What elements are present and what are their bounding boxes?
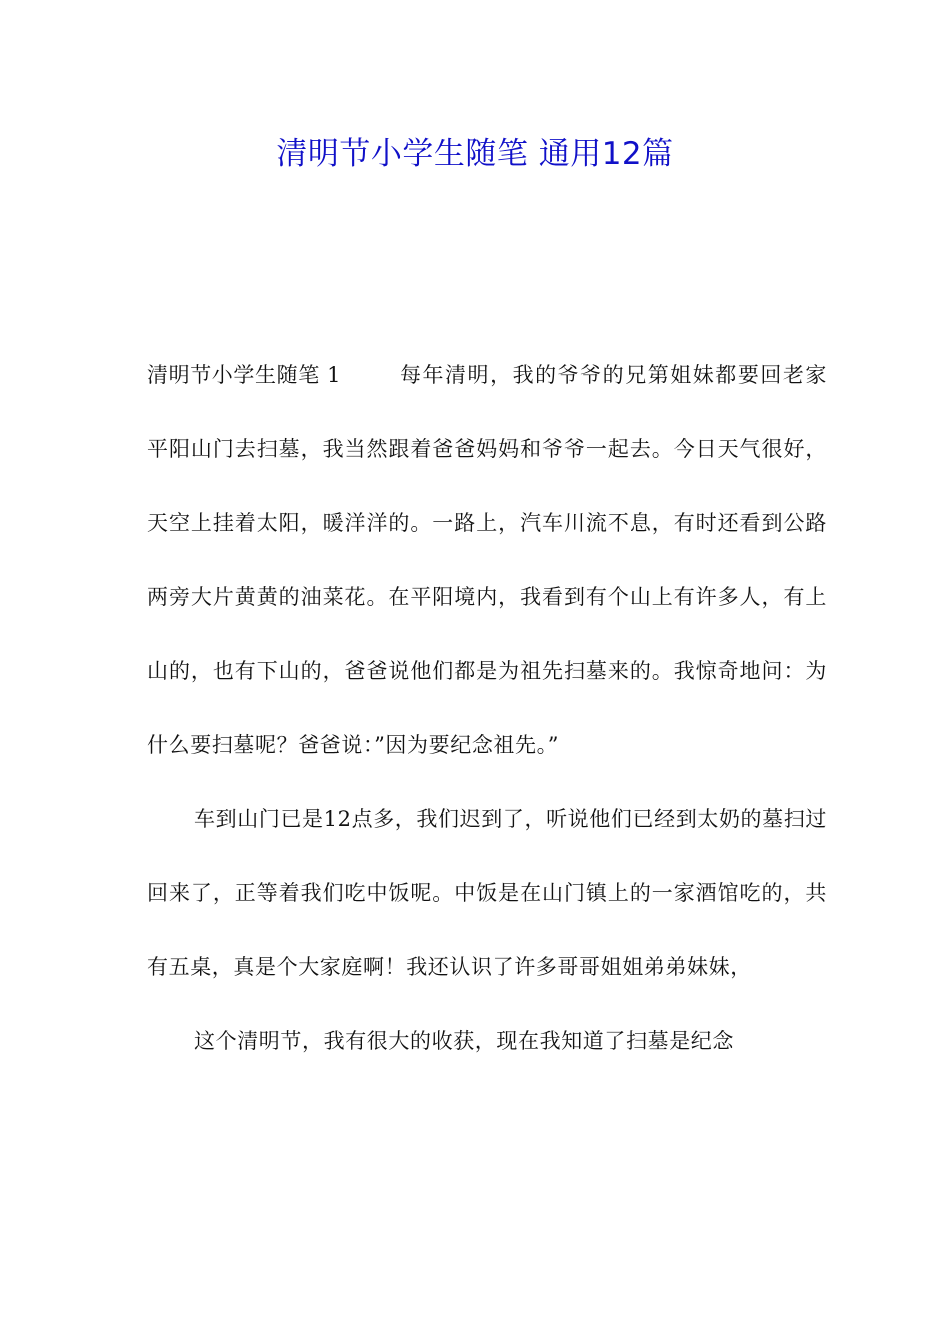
- document-body: [147, 338, 827, 1078]
- paragraph-3: 这个清明节，我有很大的收获，现在我知道了扫墓是纪念: [194, 1029, 734, 1053]
- paragraph-1-text: 每年清明，我的爷爷的兄第姐妹都要回老家平阳山门去扫墓，我当然跟着爸爸妈妈和爷爷一起去。今日天气很好，天空上挂着太阳，暖洋洋的。一路上，汽车川流不息，有时还看到公路两旁大片黄黄的油菜花。在平阳境内，我看到有个山上有许多人，有上山的，也有下山的，爸爸说他们都是为祖先扫墓来的。我惊奇地问：为什么要扫墓呢？爸爸说：”因为要纪念祖先。”: [147, 363, 827, 757]
- paragraph-1: [147, 338, 827, 782]
- document-title: 清明节小学生随笔 通用12篇: [276, 136, 674, 172]
- section-label: 清明节小学生随笔 1: [147, 363, 342, 387]
- paragraph-2: 车到山门已是12点多，我们迟到了，听说他们已经到太奶的墓扫过回来了，正等着我们吃中饭呢。中饭是在山门镇上的一家酒馆吃的，共有五桌，真是个大家庭啊！我还认识了许多哥哥姐姐弟弟妹妹，: [147, 807, 827, 979]
